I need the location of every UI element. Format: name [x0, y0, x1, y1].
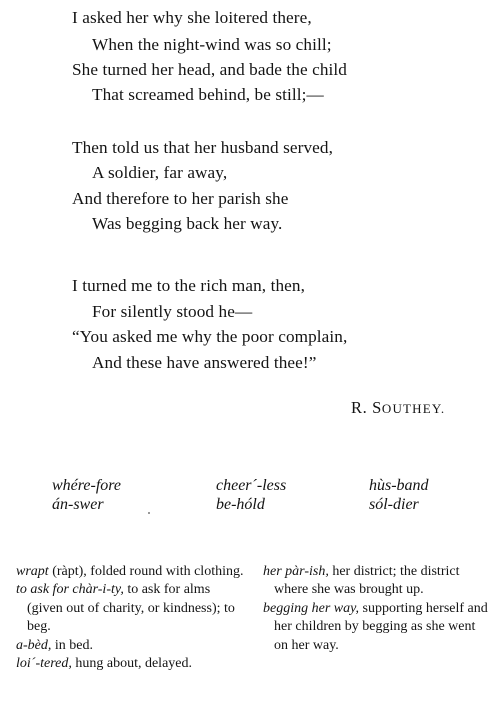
poem-line: And therefore to her parish she — [72, 189, 289, 208]
note-item — [263, 600, 491, 655]
note-term: begging her way, — [263, 600, 360, 616]
author-initial: R. — [351, 398, 368, 417]
note-definition: in bed. — [51, 637, 93, 653]
note-definition: (ràpt), folded round with clothing. — [48, 564, 244, 579]
vocab-word: án-swer — [52, 496, 104, 513]
poem-line: I turned me to the rich man, then, — [72, 276, 305, 295]
note-definition: to ask for alms (given out of charity, or kindness); to beg. — [27, 582, 235, 635]
poem-line: And these have answered thee!” — [92, 353, 317, 372]
print-speck — [148, 512, 150, 514]
poem-line: For silently stood he— — [92, 302, 253, 321]
poem-line: A soldier, far away, — [92, 163, 228, 182]
vocab-word: hùs-band — [369, 477, 429, 494]
vocab-word: sól-dier — [369, 496, 419, 513]
author-name-cap: S — [372, 398, 382, 417]
author-signature — [351, 398, 445, 418]
note-item — [16, 581, 244, 636]
note-term: to ask for chàr-i-ty, — [16, 582, 124, 598]
poem-line: “You asked me why the poor complain, — [72, 327, 348, 346]
note-item — [16, 637, 244, 655]
note-definition: hung about, delayed. — [71, 656, 192, 672]
note-item — [16, 563, 244, 581]
vocab-word: be-hóld — [216, 496, 265, 513]
note-term: wrapt — [16, 564, 49, 579]
note-definition: her district; the district where she was brought up. — [274, 564, 460, 598]
note-term: a-bèd, — [16, 637, 52, 653]
note-definition: supporting herself and her children by begging as she went on her way. — [274, 600, 488, 653]
notes-left — [16, 563, 244, 673]
author-name-rest: OUTHEY. — [381, 401, 446, 416]
note-item — [263, 563, 491, 600]
note-term: loi´-tered, — [16, 656, 72, 672]
vocab-word: cheer´-less — [216, 477, 287, 494]
note-item — [16, 655, 244, 673]
vocab-word: whére-fore — [52, 477, 122, 494]
poem-line: She turned her head, and bade the child — [72, 60, 347, 79]
poem-line: When the night-wind was so chill; — [92, 35, 332, 54]
notes-right — [263, 563, 491, 655]
note-term: her pàr-ish, — [263, 564, 329, 579]
poem-line: Then told us that her husband served, — [72, 138, 333, 157]
poem-line: I asked her why she loitered there, — [72, 8, 312, 27]
poem-line: Was begging back her way. — [92, 214, 283, 233]
poem-line: That screamed behind, be still;— — [92, 85, 324, 104]
